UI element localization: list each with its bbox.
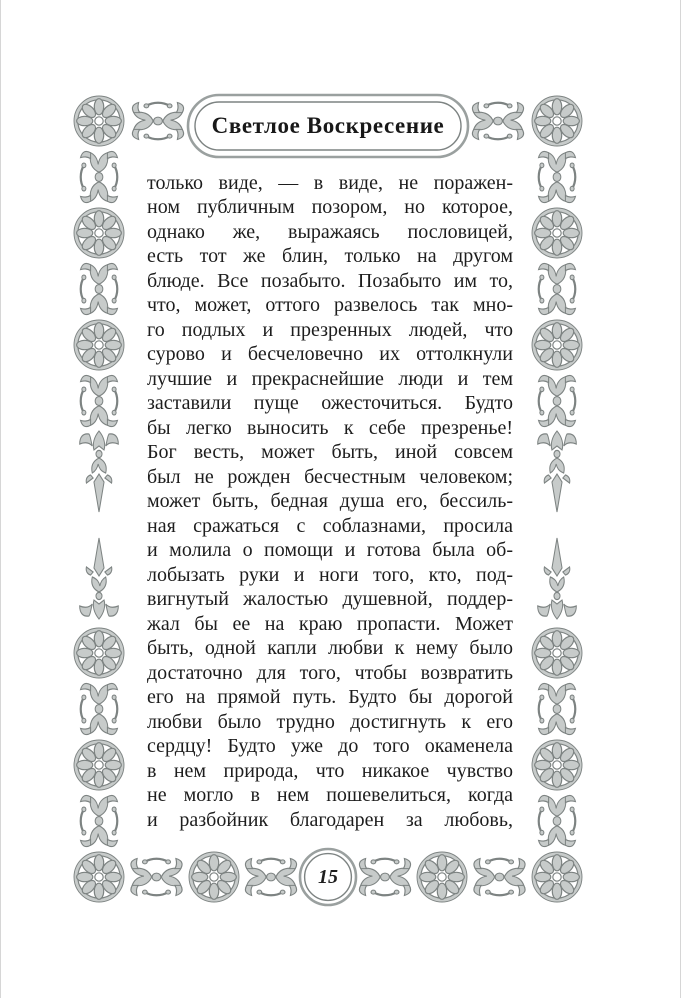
text-line: любви было трудно достигнуть к его [147, 710, 513, 733]
scroll-ornament [81, 263, 118, 314]
text-line: лобызать руки и ноги того, кто, под- [147, 563, 513, 586]
text-line: может быть, бедная душа его, бессиль- [147, 490, 513, 513]
text-line: в нем природа, что никакое чувство [147, 759, 513, 782]
text-line: его на прямой путь. Будто бы дорогой [147, 686, 513, 709]
rosette-ornament [74, 628, 124, 678]
text-line: ная сражаться с соблазнами, просила [147, 514, 513, 537]
right-border [532, 96, 582, 846]
scroll-ornament [81, 795, 118, 846]
text-line: ном публичным позором, но которое, [147, 196, 513, 219]
text-line: блюде. Все позабыто. Позабыто им то, [147, 269, 513, 292]
left-border [74, 96, 124, 846]
scroll-ornament [474, 859, 525, 896]
rosette-ornament [532, 96, 582, 146]
scroll-ornament [539, 795, 576, 846]
rosette-ornament [74, 96, 124, 146]
finial-ornament [80, 538, 119, 619]
scroll-ornament [81, 151, 118, 202]
scroll-ornament [539, 375, 576, 426]
finial-ornament [538, 431, 577, 512]
text-line: бы легко выносить к себе презренье! [147, 416, 513, 439]
text-line: однако же, выражаясь пословицей, [147, 220, 513, 243]
scroll-ornament [81, 683, 118, 734]
scroll-ornament [245, 859, 296, 896]
page-number: 15 [318, 865, 338, 888]
finial-ornament [80, 431, 119, 512]
scroll-ornament [131, 859, 182, 896]
rosette-ornament [417, 852, 467, 902]
rosette-ornament [532, 852, 582, 902]
body-text [147, 171, 513, 832]
text-line: вигнутый жалостью душевной, поддер- [147, 588, 513, 611]
text-line: достаточно для того, чтобы возвратить [147, 661, 513, 684]
rosette-ornament [74, 208, 124, 258]
text-line: быть, одной капли любви к нему было [147, 637, 513, 660]
text-line: го подлых и презренных людей, что [147, 318, 513, 341]
text-line: что, может, оттого развелось так мно- [147, 294, 513, 317]
text-line: Бог весть, может быть, иной совсем [147, 441, 513, 464]
text-line: и разбойник благодарен за любовь, [147, 808, 513, 831]
text-line: заставили пуще ожесточиться. Будто [147, 392, 513, 415]
text-line: есть тот же блин, только на другом [147, 245, 513, 268]
text-line: не могло в нем пошевелиться, когда [147, 784, 513, 807]
rosette-ornament [532, 320, 582, 370]
text-line: сердцу! Будто уже до того окаменела [147, 735, 513, 758]
finial-ornament [538, 538, 577, 619]
text-line: только виде, — в виде, не поражен- [147, 172, 513, 194]
scroll-ornament [539, 263, 576, 314]
rosette-ornament [532, 208, 582, 258]
scroll-ornament [539, 683, 576, 734]
rosette-ornament [532, 628, 582, 678]
scroll-ornament [539, 151, 576, 202]
rosette-ornament [74, 852, 124, 902]
text-line: был не рожден бесчестным человеком; [147, 465, 513, 488]
text-line: и молила о помощи и готова была об- [147, 539, 513, 562]
scroll-ornament [132, 103, 183, 140]
scroll-ornament [359, 859, 410, 896]
rosette-ornament [532, 740, 582, 790]
rosette-ornament [189, 852, 239, 902]
text-line: жал бы ее на краю пропасти. Может [147, 612, 513, 635]
rosette-ornament [74, 320, 124, 370]
rosette-ornament [74, 740, 124, 790]
scroll-ornament [472, 103, 523, 140]
page-title: Светлое Воскресение [211, 113, 445, 138]
scroll-ornament [81, 375, 118, 426]
text-line: сурово и бесчеловечно их оттолкнули [147, 343, 513, 366]
text-line: лучшие и прекраснейшие люди и тем [147, 367, 513, 390]
